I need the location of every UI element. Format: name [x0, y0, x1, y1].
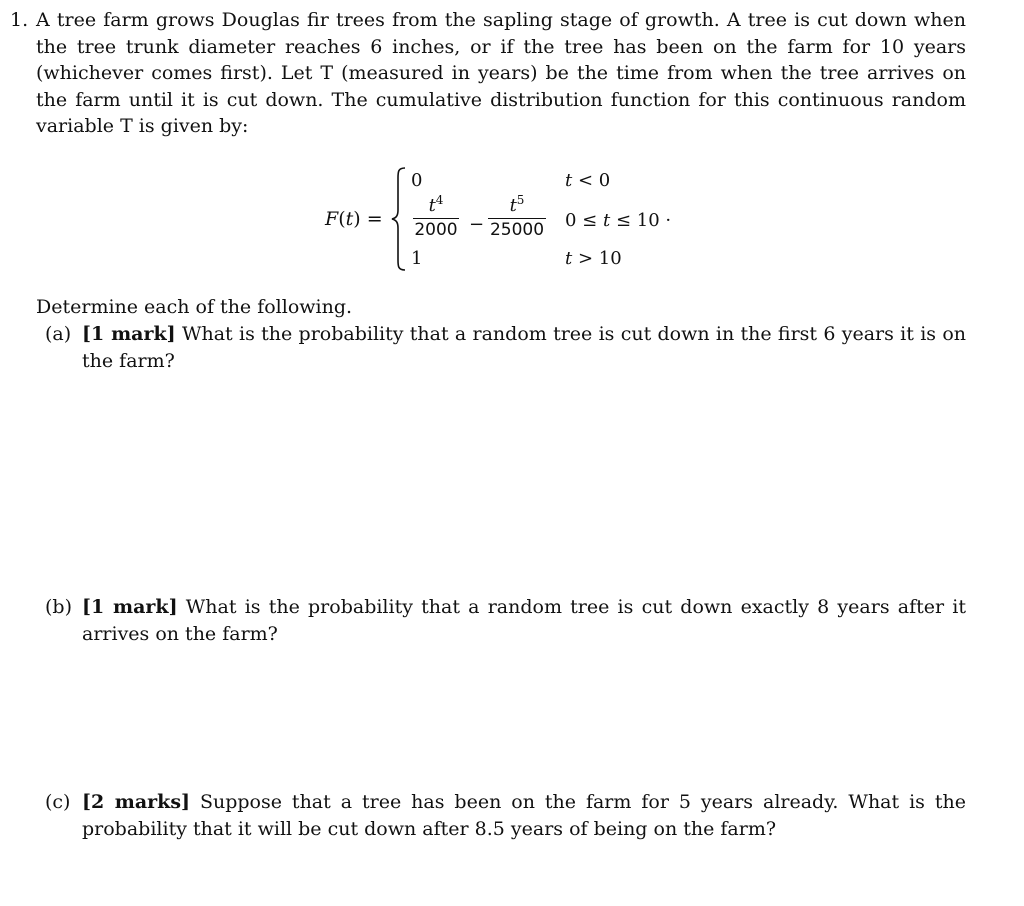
- case3-cond-var: t: [565, 248, 573, 269]
- part-b-text: What is the probability that a random tree is cut down exactly 8 years after it arrives on the farm?: [82, 596, 966, 645]
- question-number: 1.: [10, 9, 29, 31]
- case1-cond-text: < 0: [577, 170, 611, 191]
- part-a: [45, 321, 966, 374]
- formula-lhs: F(t) =: [325, 208, 383, 230]
- case2-cond-right: ≤ 10 ·: [615, 210, 672, 231]
- part-c-text: Suppose that a tree has been on the farm for 5 years already. What is the probability that it will be cut down after 8.5 years of being on the farm?: [82, 791, 966, 840]
- part-b-marks: [1 mark]: [82, 596, 178, 618]
- cdf-formula: [325, 166, 725, 276]
- case2-cond-left: 0 ≤: [565, 210, 598, 231]
- fraction-t4-2000: [413, 193, 459, 240]
- question-intro: [10, 7, 966, 140]
- instructions-text: Determine each of the following.: [36, 296, 353, 318]
- case3-value: 1: [411, 248, 423, 269]
- frac1-exponent: 4: [435, 193, 444, 207]
- fraction-t5-25000: [488, 193, 546, 240]
- part-a-text: What is the probability that a random tree is cut down in the first 6 years it is on the farm?: [82, 323, 966, 372]
- lhs-variable: t: [345, 208, 354, 230]
- frac1-denominator: 2000: [414, 220, 458, 240]
- case3-cond-text: > 10: [577, 248, 622, 269]
- part-c: [45, 789, 966, 842]
- left-brace-icon: [391, 166, 407, 272]
- part-a-label: (a): [45, 323, 72, 345]
- case1-cond-var: t: [565, 170, 573, 191]
- frac1-numerator-var: t: [428, 195, 436, 216]
- frac2-exponent: 5: [516, 193, 525, 207]
- part-b-label: (b): [45, 596, 72, 618]
- lhs-function: F: [325, 208, 339, 230]
- part-b: [45, 594, 966, 647]
- case1-condition: [565, 170, 610, 191]
- case2-cond-var: t: [603, 210, 611, 231]
- part-c-marks: [2 marks]: [82, 791, 191, 813]
- case2-condition: [565, 210, 671, 231]
- part-a-marks: [1 mark]: [82, 323, 176, 345]
- part-c-label: (c): [45, 791, 71, 813]
- frac2-numerator-var: t: [509, 195, 517, 216]
- case1-value: 0: [411, 170, 423, 191]
- frac2-denominator: 25000: [489, 220, 545, 240]
- minus-sign: −: [469, 214, 485, 235]
- intro-text: A tree farm grows Douglas fir trees from the sapling stage of growth. A tree is cut down when the tree trunk diameter reaches 6 inches, or if the tree has been on the farm for 10 years (whichever comes first). Let T (measured in years) be the time from when the tree arrives on the farm until it is cut down. The cumulative distribution function for this continuous random variable T is given by:: [36, 9, 966, 137]
- case3-condition: [565, 248, 622, 269]
